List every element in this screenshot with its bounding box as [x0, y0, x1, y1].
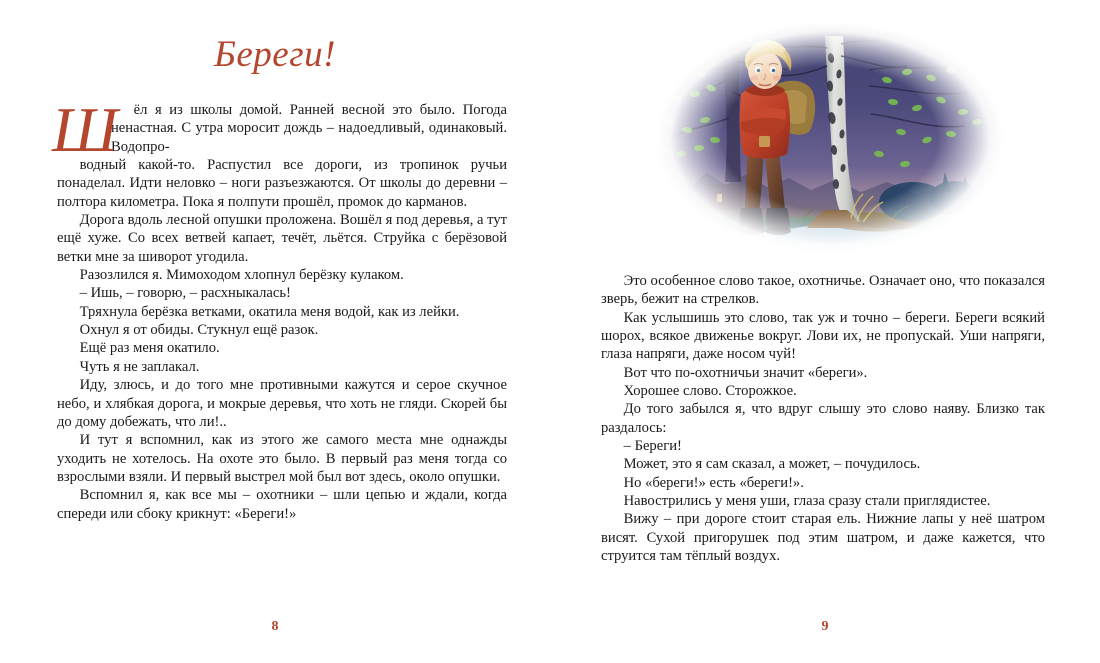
paragraph: Хорошее слово. Сторожкое. [623, 383, 797, 400]
paragraph: Навострились у меня уши, глаза сразу стали приглядистее. [623, 493, 991, 510]
paragraph: Но «береги!» есть «береги!». [623, 474, 804, 491]
paragraph: Тряхнула берёзка ветками, окатила меня водой, как из лейки. [79, 303, 460, 320]
illustration-artwork [655, 22, 1005, 254]
paragraph: Это особенное слово такое, охотничье. Означает оно, что показался зверь, бежит на стрелков. [601, 273, 1045, 308]
paragraph [57, 101, 507, 211]
paragraph: Вспомнил я, как все мы – охотники – шли цепью и ждали, когда спереди или сбоку крикнут: «Береги!» [57, 487, 507, 522]
page-number-left: 8 [271, 619, 279, 634]
paragraph: Может, это я сам сказал, а может, – почудилось. [623, 456, 921, 473]
paragraph: До того забылся я, что вдруг слышу это слово наяву. Близко так раздалось: [601, 401, 1045, 436]
dropcap-paragraph-wrapper [52, 95, 507, 211]
page-number-right: 9 [821, 619, 829, 634]
boy-by-birch-tree-illustration [655, 22, 1005, 254]
paragraph-lead-lines: ёл я из школы домой. Ранней весной это было. Погода ненастная. С утра моросит дождь – надоедливый, одинаковый. Водопро- [111, 102, 507, 155]
paragraph: Чуть я не заплакал. [79, 358, 200, 375]
paragraph: И тут я вспомнил, как из этого же самого места мне однажды уходить не хотелось. На охоте это было. В первый раз меня тогда со взрослыми взяли. И первый выстрел мой был вот здесь, около опушки. [57, 432, 507, 485]
body-text-left-column [52, 95, 507, 523]
paragraph: Вот что по-охотничьи значит «береги». [623, 364, 868, 381]
paragraph: Ещё раз меня окатило. [79, 340, 220, 357]
paragraph: Иду, злюсь, и до того мне противными кажутся и серое скучное небо, и хлябкая дорога, и мокрые деревья, что хоть не гляди. Скорей бы до дому добежать, что ли!.. [57, 377, 507, 430]
page-title: Береги! [214, 34, 336, 75]
paragraph: – Ишь, – говорю, – расхныкалась! [79, 285, 291, 302]
paragraph-rest-lines: водный какой-то. Распустил все дороги, из тропинок ручьи понаделал. Идти неловко – ноги разъезжаются. От школы до деревни – полтора километра. Пока я полпути прошёл, промок до карманов. [57, 157, 507, 210]
paragraph: Разозлился я. Мимоходом хлопнул берёзку кулаком. [79, 267, 404, 284]
paragraph: Дорога вдоль лесной опушки проложена. Вошёл я под деревья, а тут ещё хуже. Со всех ветвей капает, течёт, льётся. Струйка с берёзовой ветки мне за шиворот угодила. [57, 212, 507, 265]
paragraph: Как услышишь это слово, так уж и точно – береги. Береги всякий шорох, всякое движенье вокруг. Лови их, не пропускай. Уши напряги, глаза напряги, даже носом чуй! [601, 309, 1045, 363]
paragraph: – Береги! [623, 438, 682, 455]
paragraph: Охнул я от обиды. Стукнул ещё разок. [79, 322, 319, 339]
drop-cap-letter: Ш [52, 95, 118, 165]
body-text-right-column [601, 272, 1045, 566]
paragraph: Вижу – при дороге стоит старая ель. Нижние лапы у неё шатром висят. Сухой пригорушек под этим шатром, и даже кажется, что струится там тёплый воздух. [601, 511, 1045, 565]
